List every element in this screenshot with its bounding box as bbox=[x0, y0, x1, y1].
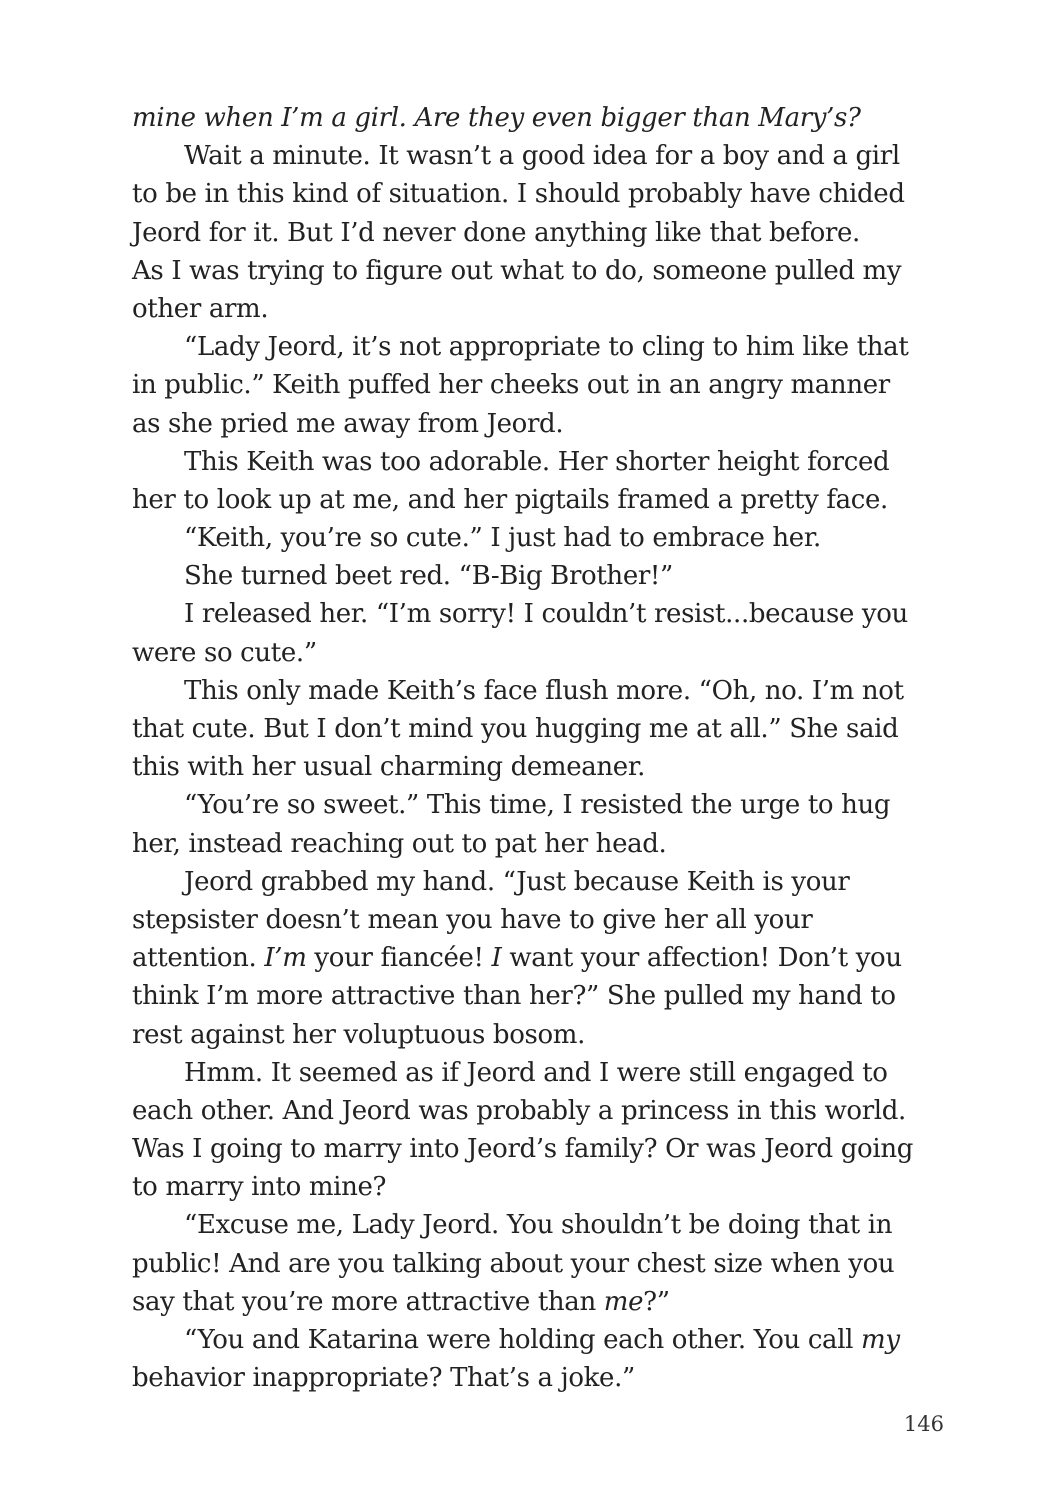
text-run: that cute. But I don’t mind you hugging me at all.” She said bbox=[132, 714, 899, 744]
text-run: behavior inappropriate? That’s a joke.” bbox=[132, 1363, 635, 1394]
text-line bbox=[132, 901, 948, 939]
italic-run: me bbox=[603, 1286, 644, 1317]
text-line bbox=[132, 748, 948, 786]
body-text bbox=[132, 99, 948, 1397]
text-line bbox=[132, 1092, 948, 1130]
text-line bbox=[132, 939, 948, 977]
text-run: Hmm. It seemed as if Jeord and I were still engaged to bbox=[184, 1057, 888, 1088]
text-run: public! And are you talking about your chest size when you bbox=[132, 1248, 895, 1279]
text-line bbox=[132, 290, 948, 328]
text-run: “Lady Jeord, it’s not appropriate to cling to him like that bbox=[184, 332, 909, 363]
text-line bbox=[132, 137, 948, 175]
text-line bbox=[132, 328, 948, 366]
text-run: want your affection! Don’t you bbox=[501, 943, 902, 974]
text-run: She turned beet red. “B-Big Brother!” bbox=[184, 561, 673, 592]
text-line bbox=[132, 1321, 948, 1359]
text-run: Was I going to marry into Jeord’s family? Or was Jeord going bbox=[132, 1134, 914, 1165]
text-run: were so cute.” bbox=[132, 637, 317, 668]
text-run: rest against her voluptuous bosom. bbox=[132, 1019, 586, 1050]
text-line bbox=[132, 1359, 948, 1397]
text-line bbox=[132, 405, 948, 443]
text-line bbox=[132, 1130, 948, 1168]
text-line bbox=[132, 825, 948, 863]
text-line bbox=[132, 443, 948, 481]
text-run: I released her. “I’m sorry! I couldn’t resist...because you bbox=[184, 599, 908, 630]
text-line bbox=[132, 481, 948, 519]
text-line bbox=[132, 366, 948, 404]
text-run: her, instead reaching out to pat her head. bbox=[132, 828, 667, 859]
text-line bbox=[132, 1054, 948, 1092]
italic-run: I’m bbox=[264, 943, 307, 974]
italic-run: I bbox=[491, 943, 502, 974]
text-run: “You and Katarina were holding each other. You call bbox=[184, 1325, 862, 1355]
text-line bbox=[132, 557, 948, 595]
text-run: your fiancée! bbox=[306, 943, 492, 974]
text-line bbox=[132, 1283, 948, 1321]
text-run: to marry into mine? bbox=[132, 1172, 387, 1203]
text-run: stepsister doesn’t mean you have to give her all your bbox=[132, 904, 813, 935]
text-run: As I was trying to figure out what to do, someone pulled my bbox=[132, 255, 902, 286]
text-run: “Keith, you’re so cute.” I just had to embrace her. bbox=[184, 523, 821, 554]
text-line bbox=[132, 519, 948, 557]
text-line bbox=[132, 214, 948, 252]
text-run: Jeord grabbed my hand. “Just because Keith is your bbox=[184, 866, 850, 897]
text-run: in public.” Keith puffed her cheeks out in an angry manner bbox=[132, 370, 890, 401]
text-run: think I’m more attractive than her?” She pulled my hand to bbox=[132, 981, 896, 1012]
text-run: each other. And Jeord was probably a princess in this world. bbox=[132, 1095, 906, 1126]
text-run: to be in this kind of situation. I should probably have chided bbox=[132, 179, 905, 210]
text-run: attention. bbox=[132, 943, 265, 974]
text-run: as she pried me away from Jeord. bbox=[132, 408, 564, 439]
text-run: “Excuse me, Lady Jeord. You shouldn’t be doing that in bbox=[184, 1210, 893, 1241]
text-line bbox=[132, 1168, 948, 1206]
text-run: This only made Keith’s face flush more. “Oh, no. I’m not bbox=[184, 675, 904, 706]
text-line bbox=[132, 175, 948, 213]
text-line bbox=[132, 672, 948, 710]
text-line bbox=[132, 710, 948, 748]
text-run: “You’re so sweet.” This time, I resisted the urge to hug bbox=[184, 790, 891, 821]
italic-run: mine when I’m a girl. Are they even bigger than Mary’s? bbox=[132, 103, 861, 133]
text-line bbox=[132, 1016, 948, 1054]
text-line bbox=[132, 786, 948, 824]
text-line bbox=[132, 977, 948, 1015]
text-line bbox=[132, 252, 948, 290]
text-run: This Keith was too adorable. Her shorter height forced bbox=[184, 446, 890, 477]
text-run: this with her usual charming demeaner. bbox=[132, 752, 645, 783]
text-line bbox=[132, 1206, 948, 1244]
text-line bbox=[132, 99, 948, 137]
text-run: ?” bbox=[643, 1286, 670, 1317]
italic-run: my bbox=[861, 1325, 900, 1355]
text-line bbox=[132, 863, 948, 901]
text-line bbox=[132, 634, 948, 672]
text-run: say that you’re more attractive than bbox=[132, 1286, 604, 1317]
text-run: Jeord for it. But I’d never done anything like that before. bbox=[132, 217, 860, 248]
text-run: her to look up at me, and her pigtails framed a pretty face. bbox=[132, 484, 888, 515]
text-run: Wait a minute. It wasn’t a good idea for a boy and a girl bbox=[184, 141, 900, 172]
text-line bbox=[132, 1245, 948, 1283]
text-line bbox=[132, 595, 948, 633]
page-number: 146 bbox=[903, 1412, 944, 1436]
text-run: other arm. bbox=[132, 293, 269, 324]
